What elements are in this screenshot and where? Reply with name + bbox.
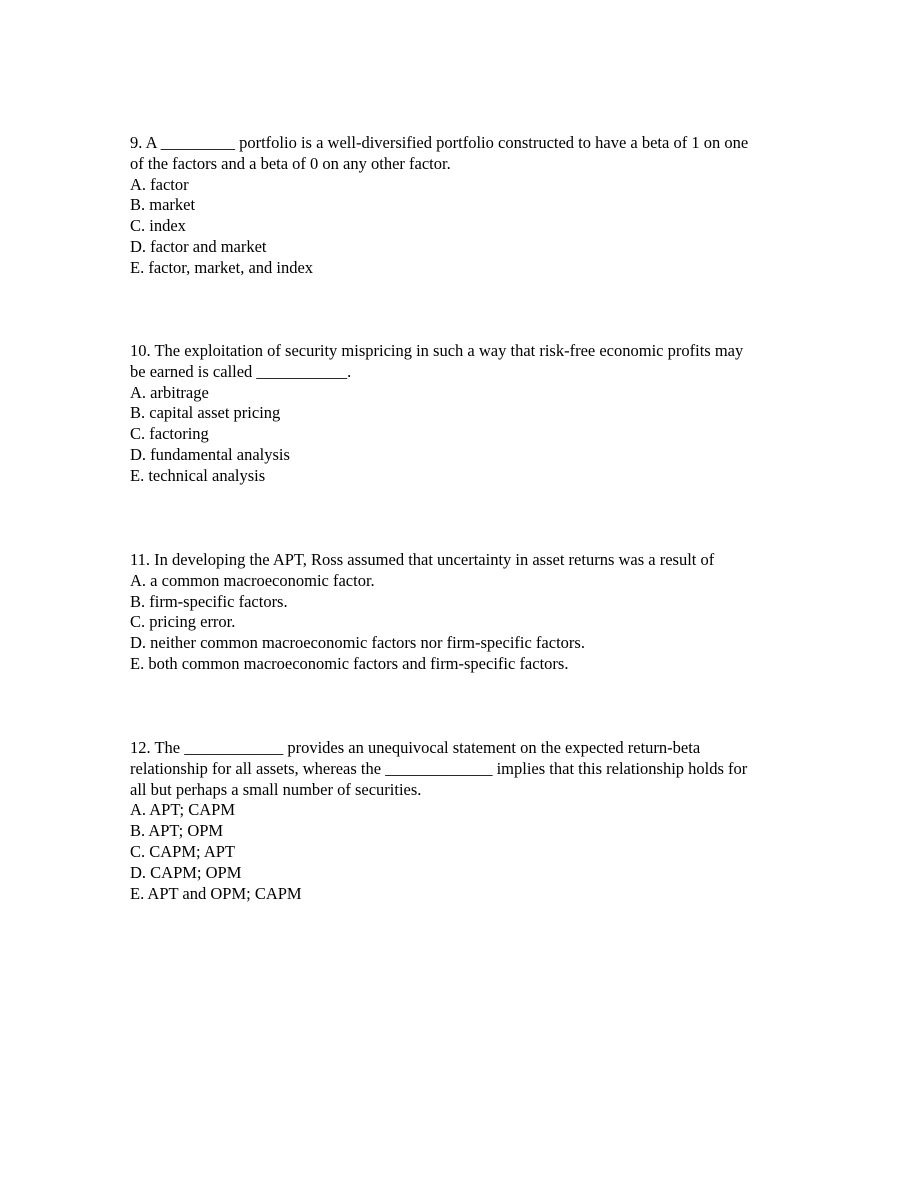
question-stem-line: be earned is called ___________. xyxy=(130,361,352,381)
question-stem-line: 9. A _________ portfolio is a well-diversified portfolio constructed to have a beta of 1 on one xyxy=(130,133,749,152)
question-stem-line: all but perhaps a small number of securities. xyxy=(130,779,422,799)
answer-option-e: E. APT and OPM; CAPM xyxy=(130,883,302,903)
answer-option-d: D. fundamental analysis xyxy=(130,444,290,464)
answer-option-b: B. firm-specific factors. xyxy=(130,591,288,611)
question-10 xyxy=(130,341,820,487)
answer-option-b: B. APT; OPM xyxy=(130,821,224,841)
question-stem-line: of the factors and a beta of 0 on any other factor. xyxy=(130,153,451,173)
question-stem-line: 11. In developing the APT, Ross assumed that uncertainty in asset returns was a result of xyxy=(130,550,715,569)
answer-option-e: E. both common macroeconomic factors and firm-specific factors. xyxy=(130,653,569,673)
answer-option-c: C. CAPM; APT xyxy=(130,841,235,861)
answer-option-a: A. a common macroeconomic factor. xyxy=(130,570,375,590)
answer-option-d: D. neither common macroeconomic factors nor firm-specific factors. xyxy=(130,633,585,653)
answer-option-d: D. CAPM; OPM xyxy=(130,862,242,882)
answer-option-b: B. market xyxy=(130,195,196,215)
answer-option-c: C. factoring xyxy=(130,424,209,444)
answer-option-d: D. factor and market xyxy=(130,236,267,256)
answer-option-a: A. factor xyxy=(130,174,189,194)
answer-option-a: A. APT; CAPM xyxy=(130,800,235,820)
question-stem-line: 10. The exploitation of security mispricing in such a way that risk-free economic profits may xyxy=(130,341,744,360)
question-stem-line: 12. The ____________ provides an unequivocal statement on the expected return-beta xyxy=(130,738,701,757)
answer-option-c: C. pricing error. xyxy=(130,612,236,632)
answer-option-c: C. index xyxy=(130,216,186,236)
answer-option-b: B. capital asset pricing xyxy=(130,403,281,423)
question-stem-line: relationship for all assets, whereas the _____________ implies that this relationship holds for xyxy=(130,758,748,778)
question-11 xyxy=(130,550,820,675)
question-9 xyxy=(130,133,820,279)
answer-option-e: E. factor, market, and index xyxy=(130,257,314,277)
answer-option-a: A. arbitrage xyxy=(130,382,209,402)
answer-option-e: E. technical analysis xyxy=(130,465,266,485)
question-12 xyxy=(130,738,820,904)
